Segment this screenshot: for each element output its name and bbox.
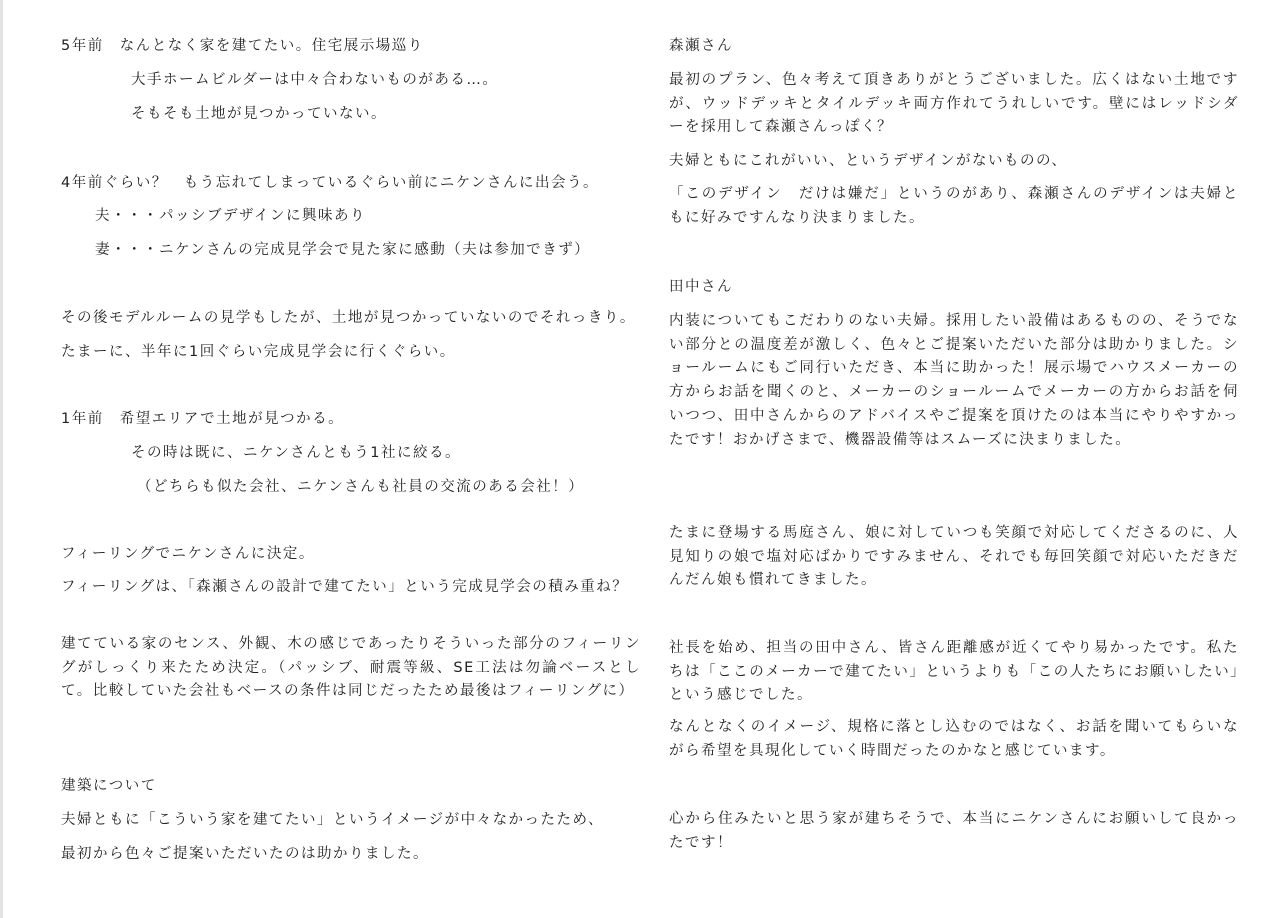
left-column <box>61 0 641 918</box>
president-paragraph: 社長を始め、担当の田中さん、皆さん距離感が近くてやり易かったです。私たちは「ここのメーカーで建てたい」というよりも「この人たちにお願いしたい」という感じでした。 <box>669 640 1239 704</box>
construction-heading: 建築について <box>61 778 157 794</box>
decision-paragraph: 建てている家のセンス、外観、木の感じであったりそういった部分のフィーリングがしっくり来たため決定。（パッシブ、耐震等級、SE工法は勿論ベースとして。比較していた会社もベースの条件は同じだったため最後はフィーリングに） <box>61 636 641 700</box>
timeline-5-years-line: 大手ホームビルダーは中々合わないものがある…。 <box>131 72 499 88</box>
interior-paragraph: 内装についてもこだわりのない夫婦。採用したい設備はあるものの、そうでない部分との温度差が激しく、色々とご提案いただいた部分は助かりました。ショールームにもご同行いただき、本当に助かった！展示場でハウスメーカーの方からお話を聞くのと、メーカーのショールームでメーカーの方からお話を伺いつつ、田中さんからのアドバイスやご提案を頂けたのは本当にやりやすかったです！おかげさまで、機器設備等はスムーズに決まりました。 <box>669 313 1239 448</box>
timeline-4-years-heading: 4年前ぐらい？ もう忘れてしまっているぐらい前にニケンさんに出会う。 <box>61 175 599 191</box>
right-column <box>669 0 1239 918</box>
construction-line: 夫婦ともに「こういう家を建てたい」というイメージが中々なかったため、 <box>61 812 604 828</box>
construction-line: 最初から色々ご提案いただいたのは助かりました。 <box>61 846 429 862</box>
timeline-1-year-line: （どちらも似た会社、ニケンさんも社員の交流のある会社！） <box>137 479 585 495</box>
designer-paragraph: 最初のプラン、色々考えて頂きありがとうございました。広くはない土地ですが、ウッドデッキとタイルデッキ両方作れてうれしいです。壁にはレッドシダーを採用して森瀬さんっぽく？ <box>669 72 1239 136</box>
page-edge <box>0 0 3 918</box>
closing-paragraph: 心から住みたいと思う家が建ちそうで、本当にニケンさんにお願いして良かったです！ <box>669 811 1239 851</box>
timeline-5-years-line: そもそも土地が見つかっていない。 <box>131 106 387 122</box>
decision-heading: フィーリングでニケンさんに決定。 <box>61 546 315 562</box>
model-room-line: たまーに、半年に1回ぐらい完成見学会に行くぐらい。 <box>61 344 456 360</box>
designer-paragraph: 「このデザイン だけは嫌だ」というのがあり、森瀬さんのデザインは夫婦ともに好みですんなり決まりました。 <box>669 186 1239 226</box>
timeline-1-year-heading: 1年前 希望エリアで土地が見つかる。 <box>61 411 345 427</box>
staff-paragraph: たまに登場する馬庭さん、娘に対していつも笑顔で対応してくださるのに、人見知りの娘で塩対応ばかりですみません、それでも毎回笑顔で対応いただきだんだん娘も慣れてきました。 <box>669 525 1239 589</box>
model-room-line: その後モデルルームの見学もしたが、土地が見つかっていないのでそれっきり。 <box>61 310 636 326</box>
decision-paragraph: フィーリングは、「森瀬さんの設計で建てたい」という完成見学会の積み重ね？ <box>61 579 629 595</box>
designer-line: 夫婦ともにこれがいい、というデザインがないものの、 <box>669 153 1068 169</box>
timeline-5-years-heading: 5年前 なんとなく家を建てたい。住宅展示場巡り <box>61 38 424 54</box>
president-paragraph: なんとなくのイメージ、規格に落とし込むのではなく、お話を聞いてもらいながら希望を具現化していく時間だったのかなと感じています。 <box>669 719 1239 759</box>
interior-heading: 田中さん <box>669 279 733 295</box>
timeline-4-years-line: 夫・・・パッシブデザインに興味あり <box>95 208 366 224</box>
designer-heading: 森瀬さん <box>669 38 733 54</box>
timeline-4-years-line: 妻・・・ニケンさんの完成見学会で見た家に感動（夫は参加できず） <box>95 242 591 258</box>
timeline-1-year-line: その時は既に、ニケンさんともう1社に絞る。 <box>131 445 461 461</box>
